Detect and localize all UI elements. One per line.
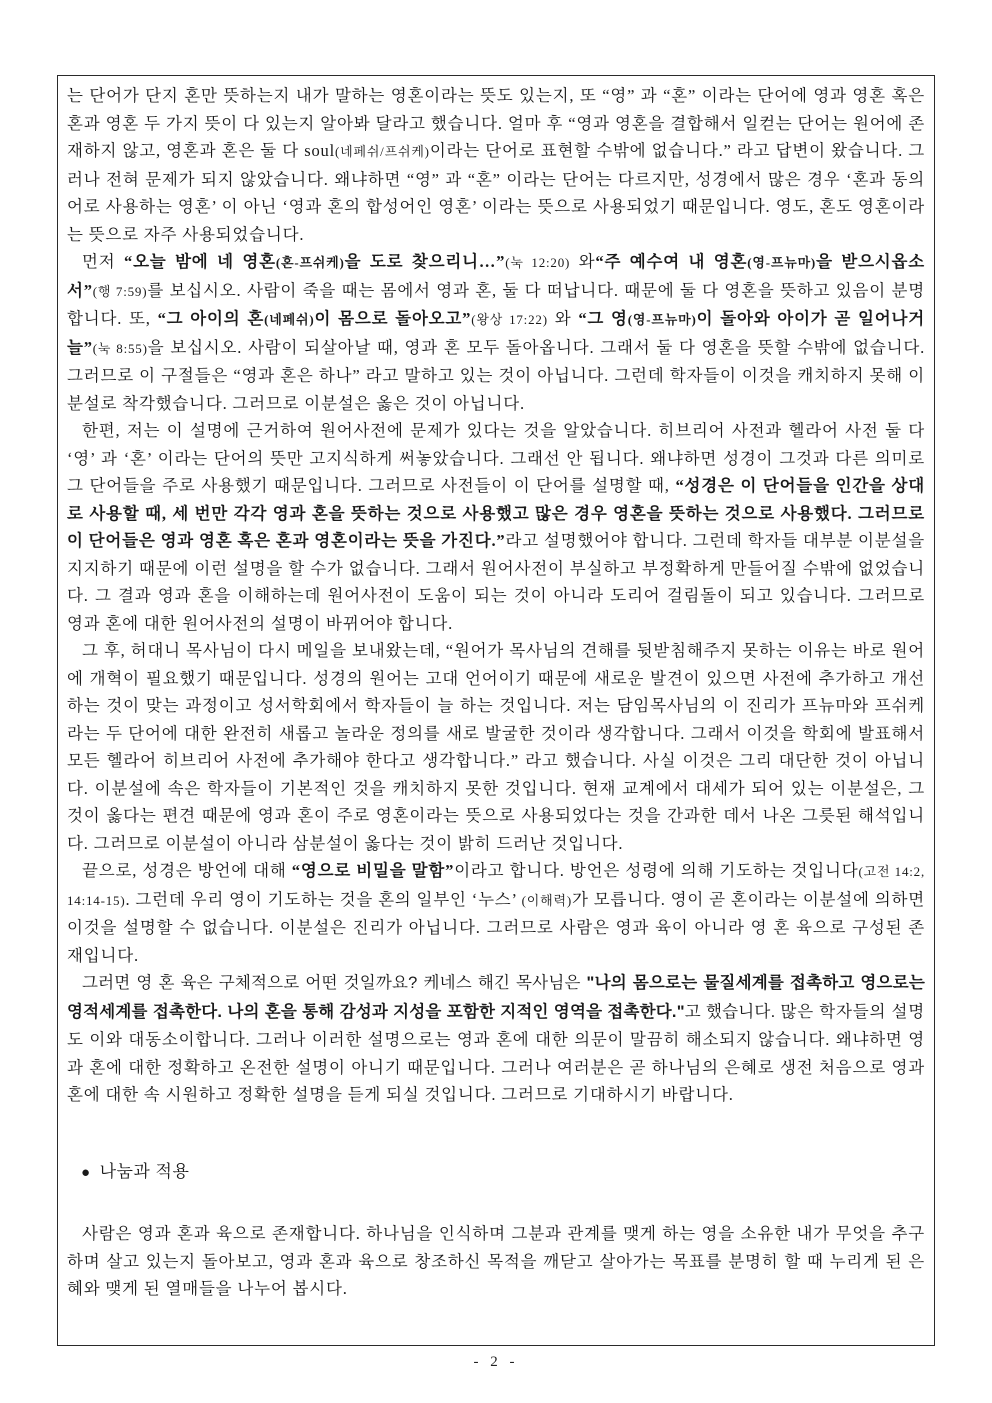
text-run: 와	[570, 252, 596, 271]
text-run: 을 보십시오. 사람이 되살아날 때, 영과 혼 모두 돌아옵니다. 그래서 둘 다 영혼을 뜻할 수밖에 없습니다. 그러므로 이 구절들은 “영과 혼은 하나” 라고 말하고 있는 것이 아닙니다. 그런데 학자들이 이것을 캐치하지 못해 이분설로 착각했습니다. 그러므로 이분설은 옳은 것이 아닙니다.	[67, 337, 925, 413]
text-run: (혼-프쉬케)	[275, 255, 345, 270]
text-run: (네페쉬)	[264, 312, 315, 327]
text-run: 이 돌아와 아이가 곧 일어나거늘”	[67, 309, 926, 357]
text-run: (눅 12:20)	[505, 255, 571, 270]
text-run: 는 단어가 단지 혼만 뜻하는지 내가 말하는 영혼이라는 뜻도 있는지, 또 “영” 과 “혼” 이라는 단어에 영과 영혼 혹은 혼과 영혼 두 가지 뜻이 다 있는지 알아봐 달라고 했습니다. 얼마 후 “영과 영혼을 결합해서 일컫는 단어는 원어에 존재하지 않고, 영혼과 혼은 둘 다 soul	[67, 86, 925, 160]
text-run: 사람은 영과 혼과 육으로 존재합니다. 하나님을 인식하며 그분과 관계를 맺게 하는 영을 소유한 내가 무엇을 추구하며 살고 있는지 돌아보고, 영과 혼과 육으로 창조하신 목적을 깨닫고 살아가는 목표를 분명히 할 때 누리게 된 은혜와 맺게 된 열매들을 나누어 봅시다.	[67, 1224, 925, 1298]
content-area	[57, 75, 935, 1346]
text-run: 이 몸으로 돌아오고”	[314, 309, 472, 328]
text-run: 끝으로, 성경은 방언에 대해	[82, 861, 292, 880]
text-run: 라고 설명했어야 합니다. 그런데 학자들 대부분 이분설을 지지하기 때문에 이런 설명을 할 수가 없습니다. 그래서 원어사전이 부실하고 부정확하게 만들어질 수밖에 없었습니다. 그 결과 영과 혼을 이해하는데 원어사전이 도움이 되는 것이 아니라 도리어 걸림돌이 되고 있습니다. 그러므로 영과 혼에 대한 원어사전의 설명이 바뀌어야 합니다.	[67, 531, 925, 633]
text-run: (행 7:59)	[92, 283, 148, 299]
text-run: 많은 학자들의 설명도 이와 대동소이합니다. 그러나 이러한 설명으로는 영과 혼에 대한 의문이 말끔히 해소되지 않습니다. 왜냐하면 영과 혼에 대한 정확하고 온전한 설명이 아니기 때문입니다. 그러나 여러분은 곧 하나님의 은혜로 생전 처음으로 영과 혼에 대한 속 시원하고 정확한 설명을 듣게 되실 것입니다. 그러므로 기대하시기 바랍니다.	[67, 1001, 925, 1104]
text-run: “그 아이의 혼	[157, 309, 265, 328]
paragraph	[67, 82, 925, 248]
section-heading-label: 나눔과 적용	[99, 1161, 190, 1181]
text-run: 먼저	[82, 252, 125, 271]
text-run: (네페쉬/프쉬케)	[334, 144, 430, 159]
text-run: 가 모릅니다. 영이 곧 혼이라는 이분설에 의하면 이것을 설명할 수 없습니다. 이분설은 진리가 아닙니다. 그러므로 사람은 영과 육이 아니라 영 혼 육으로 구성된 존재입니다.	[67, 889, 925, 965]
text-run: 한편, 저는 이 설명에 근거하여 원어사전에 문제가 있다는 것을 알았습니다. 히브리어 사전과 헬라어 사전 둘 다 ‘영’ 과 ‘혼’ 이라는 단어의 뜻만 고지식하게 써놓았습니다. 그래선 안 됩니다. 왜냐하면 성경이 그것과 다른 의미로 그 단어들을 주로 사용했기 때문입니다. 그러므로 사전들이 이 단어를 설명할 때,	[67, 421, 925, 495]
text-run: “오늘 밤에 네 영혼	[124, 252, 276, 271]
text-run: “주 예수여 내 영혼	[595, 252, 748, 271]
text-run: “성경은 이 단어들을 인간을 상대로 사용할 때, 세 번만 각각 영과 혼을 뜻하는 것으로 사용했고 많은 경우 영혼을 뜻하는 것으로 사용했다. 그러므로 이 단어들은 영과 영혼 혹은 혼과 영혼이라는 뜻을 가진다.”	[67, 476, 925, 550]
text-run: (눅 8:55)	[92, 340, 148, 356]
body-text	[67, 82, 925, 1303]
text-run: 을 받으시옵소서”	[67, 252, 926, 300]
text-run: (고전 14:2, 14:14-15)	[67, 864, 925, 908]
text-run: 그 후, 허대니 목사님이 다시 메일을 보내왔는데, “원어가 목사님의 견해를 뒷받침해주지 못하는 이유는 바로 원어에 개혁이 필요했기 때문입니다. 성경의 원어는 고대 언어이기 때문에 새로운 발견이 있으면 사전에 추가하고 개선하는 것이 맞는 과정이고 성서학회에서 학자들이 늘 하는 것입니다. 저는 담임목사님의 이 진리가 프뉴마와 프쉬케라는 두 단어에 대한 완전히 새롭고 놀라운 정의를 새로 발굴한 것이라 생각합니다. 그래서 이것을 학회에 발표해서 모든 헬라어 히브리어 사전에 추가해야 한다고 생각합니다.” 라고 했습니다. 사실 이것은 그리 대단한 것이 아닙니다. 이분설에 속은 학자들이 기본적인 것을 캐치하지 못한 것입니다. 현재 교계에서 대세가 되어 있는 이분설은, 그것이 옳다는 편견 때문에 영과 혼이 주로 영혼이라는 뜻으로 사용되었다는 것을 간과한 데서 나온 그릇된 해석입니다. 그러므로 이분설이 아니라 삼분설이 옳다는 것이 밝히 드러난 것입니다.	[67, 641, 925, 853]
text-run: (영-프뉴마)	[747, 255, 817, 270]
text-run: (이해력)	[521, 892, 572, 908]
text-run: 를 보십시오. 사람이 죽을 때는 몸에서 영과 혼, 둘 다 떠납니다. 때문에 둘 다 영혼을 뜻하고 있음이 분명합니다. 또,	[67, 280, 925, 328]
paragraph	[67, 248, 925, 417]
paragraph	[67, 857, 925, 969]
paragraph	[67, 969, 925, 1109]
paragraph	[67, 417, 925, 637]
page-number: - 2 -	[473, 1354, 519, 1370]
paragraph	[67, 637, 925, 857]
section-heading	[81, 1158, 925, 1187]
text-run: “그 영	[578, 309, 628, 328]
text-run: 을 도로 찾으리니…”	[344, 252, 506, 271]
text-run: 이라고 합니다. 방언은 성령에 의해 기도하는 것입니다	[454, 861, 859, 880]
text-run: 와	[547, 309, 579, 328]
text-run: “영으로 비밀을 말함”	[291, 861, 455, 880]
bullet-icon: ●	[81, 1163, 91, 1181]
text-run: 이라는 단어로 표현할 수밖에 없습니다.” 라고 답변이 왔습니다. 그러나 전혀 문제가 되지 않았습니다. 왜냐하면 “영” 과 “혼” 이라는 단어는 다르지만, 성경에서 많은 경우 ‘혼과 동의어로 사용하는 영혼’ 이 아닌 ‘영과 혼의 합성어인 영혼’ 이라는 뜻으로 사용되었기 때문입니다. 영도, 혼도 영혼이라는 뜻으로 자주 사용되었습니다.	[67, 141, 925, 244]
text-run: "나의 몸으로는 물질세계를 접촉하고 영으로는 영적세계를 접촉한다. 나의 혼을 통해 감성과 지성을 포함한 지적인 영역을 접촉한다."	[67, 974, 925, 1021]
text-run: (영-프뉴마)	[627, 312, 697, 327]
text-run: 고 했습니다.	[684, 1002, 781, 1021]
text-run: 그러면 영 혼 육은 구체적으로 어떤 것일까요? 케네스 해긴 목사님은	[82, 974, 587, 992]
paragraph	[67, 1220, 925, 1303]
text-run: . 그런데 우리 영이 기도하는 것을 혼의 일부인 ‘누스’	[125, 889, 522, 909]
text-run: (왕상 17:22)	[471, 312, 548, 327]
